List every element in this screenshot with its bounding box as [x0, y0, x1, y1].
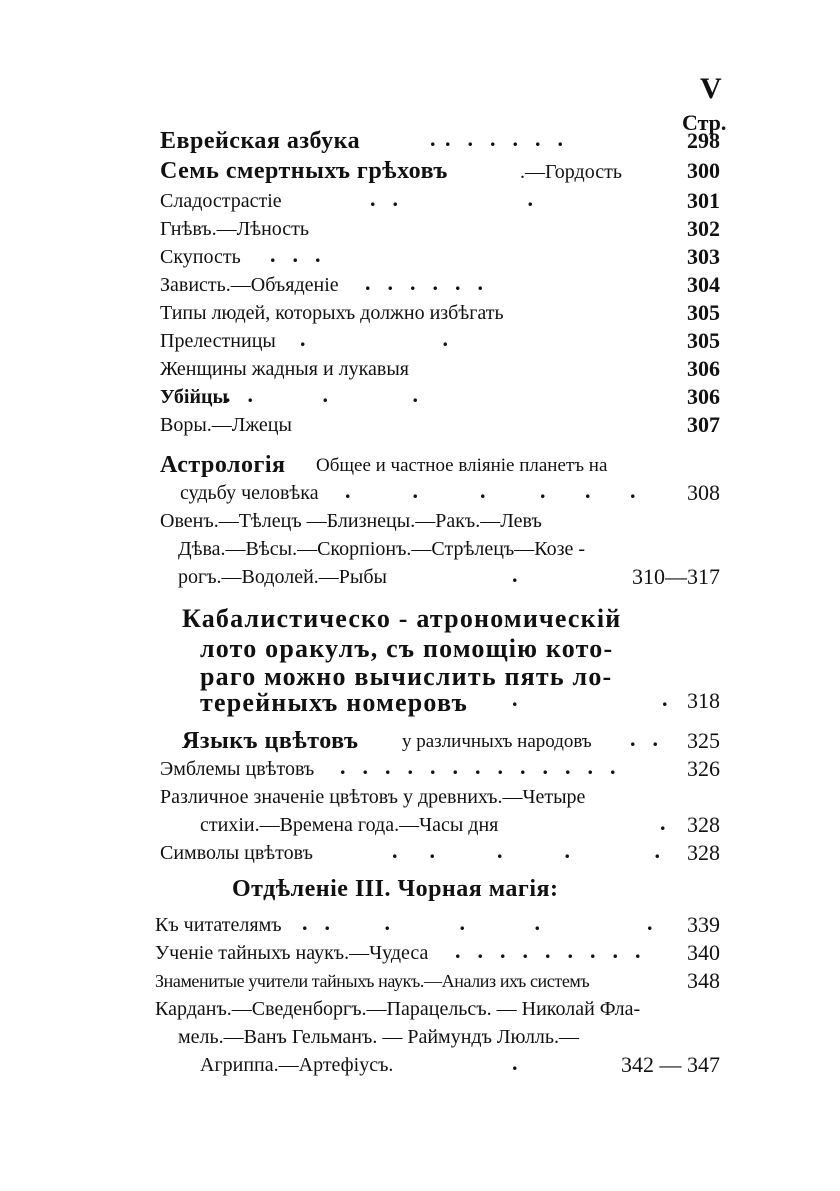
toc-entry	[0, 940, 840, 970]
entry-title: Символы цвѣтовъ	[160, 842, 313, 864]
entry-title: Сладострастіе	[160, 190, 282, 212]
entry-title-bold: Семь смертныхъ грѣховъ	[160, 158, 448, 184]
toc-entry-continuation	[0, 1052, 840, 1082]
entry-title: Зависть.—Объяденіе	[160, 274, 339, 296]
toc-entry	[0, 784, 840, 814]
entry-title-rest: Общее и частное вліяніе планетъ на	[316, 455, 608, 476]
entry-title-bold: Астрологія	[160, 452, 286, 478]
leader-dots: . . . . . . . . .	[455, 938, 643, 963]
toc-entry	[0, 384, 840, 414]
entry-page: 310—317	[632, 564, 720, 589]
entry-title-line3: раго можно вычислить пять ло-	[200, 662, 613, 691]
toc-entry	[0, 756, 840, 786]
toc-entry	[0, 128, 840, 158]
entry-title-line2: мель.—Ванъ Гельманъ. — Раймундъ Люлль.—	[178, 1026, 580, 1048]
entry-page: 307	[687, 412, 720, 437]
leader-dots: . . . .	[225, 382, 420, 407]
leader-dots: . .	[300, 326, 450, 351]
entry-page: 328	[687, 840, 720, 865]
entry-title: Прелестницы	[160, 330, 276, 352]
leader-dots: . . . . . .	[365, 270, 485, 295]
toc-entry-continuation	[0, 1024, 840, 1054]
toc-entry	[0, 328, 840, 358]
leader-dots: . .	[630, 726, 660, 751]
entry-page: 305	[687, 328, 720, 353]
leader-dots: . . .	[370, 186, 535, 211]
entry-page: 318	[687, 688, 720, 713]
entry-title-line1: Различное значеніе цвѣтовъ у древнихъ.—Четыре	[160, 786, 586, 808]
entry-title: Ученіе тайныхъ наукъ.—Чудеса	[155, 942, 429, 964]
section-heading	[0, 876, 840, 906]
entry-title-line3: рогъ.—Водолей.—Рыбы	[178, 566, 387, 588]
section-title: Отдѣленіе III. Чорная магія:	[232, 876, 559, 902]
entry-title-line2: стихіи.—Времена года.—Часы дня	[200, 814, 499, 836]
entry-page: 301	[687, 188, 720, 213]
page-number: V	[700, 72, 722, 105]
entry-title-bold: Языкъ цвѣтовъ	[182, 728, 359, 754]
entry-title-rest: .—Гордость	[520, 161, 622, 183]
leader-dots: . . . . . . . . . . . . .	[340, 754, 618, 779]
toc-entry	[0, 188, 840, 218]
leader-dots: .	[512, 562, 520, 587]
entry-title: Воры.—Лжецы	[160, 414, 292, 436]
entry-title: Еврейская азбука	[160, 128, 361, 154]
entry-page: 308	[687, 480, 720, 505]
toc-entry-continuation	[0, 536, 840, 566]
toc-entry	[0, 840, 840, 870]
entry-page: 303	[687, 244, 720, 269]
entry-page: 326	[687, 756, 720, 781]
entry-title-line1: Овенъ.—Тѣлецъ —Близнецы.—Ракъ.—Левъ	[160, 510, 542, 532]
entry-title-line3: Агриппа.—Артефіусъ.	[200, 1054, 394, 1076]
leader-dots: . . . . . . .	[430, 126, 565, 151]
entry-page: 298	[687, 128, 720, 153]
entry-page: 305	[687, 300, 720, 325]
toc-entry	[0, 508, 840, 538]
toc-entry	[0, 412, 840, 442]
toc-entry	[0, 912, 840, 942]
entry-title-line4: терейныхъ номеровъ	[200, 688, 468, 717]
entry-title: Убійцы	[160, 386, 229, 408]
leader-dots: . . . . . .	[302, 910, 655, 935]
toc-entry	[0, 968, 840, 998]
toc-entry	[0, 216, 840, 246]
entry-title-line1: Карданъ.—Сведенборгъ.—Парацельсъ. — Николай Фла-	[155, 998, 641, 1020]
entry-title: Типы людей, которыхъ должно избѣгать	[160, 302, 504, 324]
entry-page: 306	[687, 356, 720, 381]
entry-title-line2: лото оракулъ, съ помощію кото-	[200, 634, 614, 663]
toc-entry	[0, 996, 840, 1026]
toc-entry-continuation	[0, 634, 840, 664]
entry-title: Знаменитые учители тайныхъ наукъ.—Анализ ихъ системъ	[155, 971, 590, 991]
leader-dots: . . . . . .	[345, 478, 638, 503]
entry-page: 328	[687, 812, 720, 837]
leader-dots: . .	[512, 686, 670, 711]
toc-entry	[0, 356, 840, 386]
toc-entry-continuation	[0, 480, 840, 510]
toc-entry-continuation	[0, 564, 840, 594]
entry-page: 302	[687, 216, 720, 241]
entry-page: 340	[687, 940, 720, 965]
toc-entry-continuation	[0, 688, 840, 718]
leader-dots: . . . . .	[392, 838, 662, 863]
entry-page: 300	[687, 158, 720, 183]
entry-page: 306	[687, 384, 720, 409]
entry-page: 325	[687, 728, 720, 753]
entry-page: 339	[687, 912, 720, 937]
entry-title: Эмблемы цвѣтовъ	[160, 758, 315, 780]
entry-page: 342 — 347	[621, 1052, 720, 1077]
toc-entry	[0, 272, 840, 302]
toc-entry	[0, 158, 840, 188]
entry-title-line1: Кабалистическо - атрономическій	[182, 604, 622, 633]
entry-title: Скупость	[160, 246, 241, 268]
entry-title-rest: у различныхъ народовъ	[402, 731, 592, 752]
leader-dots: .	[660, 810, 668, 835]
leader-dots: .	[512, 1050, 520, 1075]
entry-title-line2: Дѣва.—Вѣсы.—Скорпіонъ.—Стрѣлецъ—Козе -	[178, 538, 586, 560]
entry-page: 348	[687, 968, 720, 993]
entry-title-line2: судьбу человѣка	[180, 482, 319, 504]
toc-entry	[0, 604, 840, 634]
entry-page: 304	[687, 272, 720, 297]
page-column-label: Стр.	[682, 110, 727, 135]
entry-title: Женщины жадныя и лукавыя	[160, 358, 409, 380]
entry-title: Гнѣвъ.—Лѣность	[160, 218, 310, 240]
leader-dots: . . .	[270, 242, 323, 267]
entry-title: Къ читателямъ	[155, 914, 282, 936]
